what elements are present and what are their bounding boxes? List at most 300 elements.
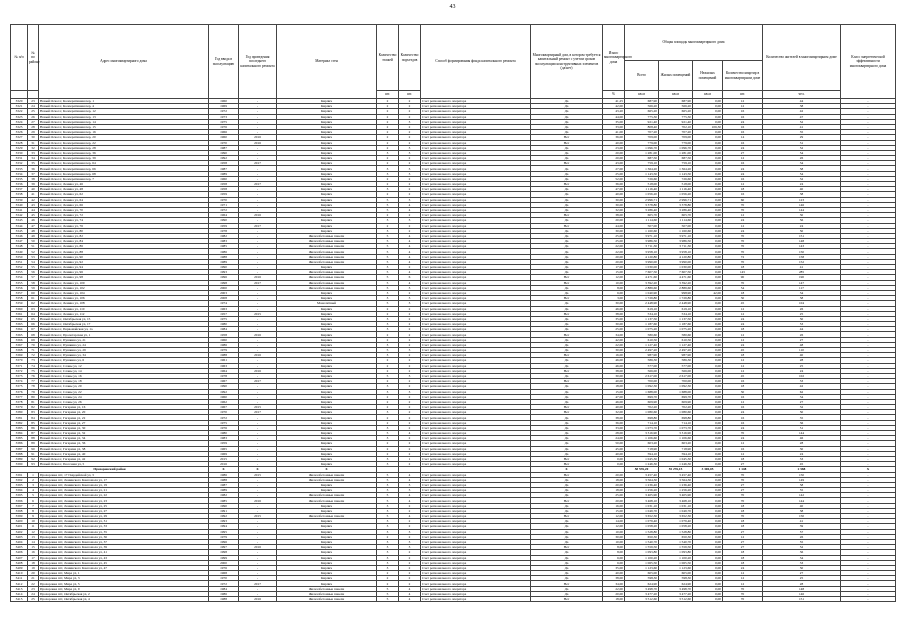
- cell-residents: 58: [763, 482, 841, 487]
- cell-floors: 2: [377, 99, 399, 104]
- cell-wear: 34,00: [603, 332, 625, 337]
- cell-address: Новый Оскол г, Ленина ул, 82: [39, 233, 209, 238]
- cell-year-built: 1989: [209, 259, 239, 264]
- cell-floors: 3: [377, 529, 399, 534]
- cell-no: 3340: [11, 202, 28, 207]
- cell-fund-method: Счет регионального оператора: [421, 156, 531, 161]
- cell-residents: 44: [763, 327, 841, 332]
- cell-year-built: 1989: [209, 488, 239, 493]
- cell-area-living: 702,20: [659, 405, 693, 410]
- cell-wear: 24,00: [603, 436, 625, 441]
- cell-exclusion: Да: [531, 358, 603, 363]
- cell-district-no: 43: [28, 202, 39, 207]
- cell-year-overhaul: -: [239, 187, 277, 192]
- cell-entrances: 3: [399, 389, 421, 394]
- cell-flats: 24: [723, 425, 763, 430]
- cell-exclusion: Нет: [531, 514, 603, 519]
- cell-no: 3335: [11, 176, 28, 181]
- cell-year-built: 1986: [209, 249, 239, 254]
- cell-walls: Железобетонные панели: [277, 270, 377, 275]
- cell-year-overhaul: -: [239, 462, 277, 467]
- cell-year-built: 1999: [209, 555, 239, 560]
- cell-no: 3378: [11, 399, 28, 404]
- cell-no: 3330: [11, 150, 28, 155]
- cell-residents: 50: [763, 316, 841, 321]
- cell-residents: 144: [763, 498, 841, 503]
- cell-entrances: 4: [399, 249, 421, 254]
- cell-address: Новый Оскол г, Ленина ул, 74: [39, 218, 209, 223]
- cell-fund-method: Счет регионального оператора: [421, 581, 531, 586]
- cell-walls: Кирпич: [277, 446, 377, 451]
- cell-entrances: 2: [399, 140, 421, 145]
- cell-entrances: 4: [399, 233, 421, 238]
- cell-floors: 2: [377, 368, 399, 373]
- cell-area-nonliving: 0,00: [693, 446, 723, 451]
- cell-year-built: 1986: [209, 342, 239, 347]
- cell-floors: 5: [377, 477, 399, 482]
- cell-area-nonliving: 0,00: [693, 119, 723, 124]
- cell-class: -: [841, 462, 896, 467]
- cell-entrances: 3: [399, 285, 421, 290]
- cell-year-overhaul: 2016: [239, 140, 277, 145]
- cell-no: 3336: [11, 182, 28, 187]
- cell-walls: Железобетонные панели: [277, 597, 377, 602]
- cell-entrances: 2: [399, 519, 421, 524]
- cell-address: Прохоровка пгт, Ленинского Комсомола ул, 29: [39, 514, 209, 519]
- cell-fund-method: Счет регионального оператора: [421, 342, 531, 347]
- cell-area-nonliving: 0,00: [693, 99, 723, 104]
- cell-class: -: [841, 508, 896, 513]
- cell-district-no: 14: [28, 539, 39, 544]
- cell-address: Новый Оскол г, Пушкина ул, 29: [39, 348, 209, 353]
- header-exclusion: Многоквартирный дом, в котором требуется капитальный ремонт с учетом сроков эксплуатации конструктивных элементов (да/нет): [531, 25, 603, 99]
- cell-residents: 146: [763, 202, 841, 207]
- cell-address: Прохоровка пгт, Ленинского Комсомола ул, 31: [39, 519, 209, 524]
- cell-fund-method: Счет регионального оператора: [421, 348, 531, 353]
- cell-fund-method: Счет регионального оператора: [421, 425, 531, 430]
- table-row: [11, 597, 896, 602]
- cell-wear: 12,00: [603, 514, 625, 519]
- cell-flats: 70: [723, 207, 763, 212]
- cell-fund-method: Счет регионального оператора: [421, 420, 531, 425]
- cell-year-overhaul: -: [239, 373, 277, 378]
- cell-floors: 5: [377, 244, 399, 249]
- cell-wear: 40,00: [603, 140, 625, 145]
- cell-area-living: 3 564,30: [659, 477, 693, 482]
- cell-area-living: 1 096,70: [659, 145, 693, 150]
- cell-district-no: 26: [28, 114, 39, 119]
- cell-floors: 3: [377, 550, 399, 555]
- cell-class: -: [841, 332, 896, 337]
- cell-exclusion: Да: [531, 207, 603, 212]
- cell-exclusion: Да: [531, 363, 603, 368]
- cell-area-nonliving: 0,00: [693, 555, 723, 560]
- cell-exclusion: Нет: [531, 296, 603, 301]
- cell-walls: Железобетонные панели: [277, 275, 377, 280]
- cell-year-overhaul: -: [239, 270, 277, 275]
- cell-flats: 24: [723, 228, 763, 233]
- cell-walls: Кирпич: [277, 405, 377, 410]
- cell-class: -: [841, 156, 896, 161]
- cell-district-no: 67: [28, 327, 39, 332]
- cell-exclusion: Нет: [531, 379, 603, 384]
- cell-class: -: [841, 124, 896, 129]
- cell-class: -: [841, 529, 896, 534]
- cell-walls: Кирпич: [277, 399, 377, 404]
- cell-area-nonliving: 0,00: [693, 176, 723, 181]
- cell-class: -: [841, 477, 896, 482]
- cell-area-living: 1 065,50: [659, 560, 693, 565]
- cell-entrances: 4: [399, 586, 421, 591]
- cell-class: -: [841, 472, 896, 477]
- cell-residents: 123: [763, 197, 841, 202]
- cell-area-total: 534,10: [625, 311, 659, 316]
- cell-no: 3404: [11, 539, 28, 544]
- cell-residents: 36: [763, 550, 841, 555]
- cell-year-built: 1959: [209, 192, 239, 197]
- cell-class: -: [841, 498, 896, 503]
- cell-class: -: [841, 399, 896, 404]
- cell-residents: 28: [763, 581, 841, 586]
- cell-area-nonliving: 0,00: [693, 135, 723, 140]
- cell-area-living: 3 477,20: [659, 591, 693, 596]
- cell-residents: 53: [763, 322, 841, 327]
- cell-residents: 144: [763, 431, 841, 436]
- cell-year-overhaul: -: [239, 254, 277, 259]
- cell-no: 3402: [11, 529, 28, 534]
- cell-floors: 2: [377, 363, 399, 368]
- cell-wear: 35,00: [603, 119, 625, 124]
- cell-wear: 40,00: [603, 451, 625, 456]
- cell-floors: 2: [377, 124, 399, 129]
- cell-floors: 2: [377, 581, 399, 586]
- cell-year-overhaul: -: [239, 124, 277, 129]
- cell-walls: Кирпич: [277, 488, 377, 493]
- cell-residents: 40: [763, 353, 841, 358]
- cell-fund-method: Счет регионального оператора: [421, 171, 531, 176]
- cell-area-total: 726,60: [625, 176, 659, 181]
- cell-year-built: 1960: [209, 99, 239, 104]
- cell-walls: Кирпич: [277, 99, 377, 104]
- cell-year-built: 1988: [209, 254, 239, 259]
- cell-year-overhaul: -: [239, 586, 277, 591]
- cell-no: 3399: [11, 514, 28, 519]
- cell-year-overhaul: -: [239, 493, 277, 498]
- cell-no: 3401: [11, 524, 28, 529]
- cell-area-living: 3 512,60: [659, 597, 693, 602]
- cell-year-built: 1990: [209, 503, 239, 508]
- cell-floors: 5: [377, 431, 399, 436]
- cell-area-nonliving: 106,30: [693, 124, 723, 129]
- cell-year-built: 1965: [209, 446, 239, 451]
- cell-flats: 27: [723, 462, 763, 467]
- cell-exclusion: Да: [531, 150, 603, 155]
- cell-fund-method: Счет регионального оператора: [421, 176, 531, 181]
- cell-area-nonliving: 0,00: [693, 379, 723, 384]
- cell-area-living: 507,00: [659, 223, 693, 228]
- cell-area-nonliving: 0,00: [693, 488, 723, 493]
- cell-area-total: 566,00: [625, 368, 659, 373]
- cell-address: Прохоровка пгт, Октябрьская ул, 2: [39, 591, 209, 596]
- cell-wear: 45,00: [603, 446, 625, 451]
- cell-year-built: 1975: [209, 119, 239, 124]
- cell-class: -: [841, 394, 896, 399]
- cell-residents: 148: [763, 586, 841, 591]
- cell-year-built: 1987: [209, 166, 239, 171]
- cell-fund-method: Счет регионального оператора: [421, 363, 531, 368]
- cell-entrances: 2: [399, 223, 421, 228]
- cell-walls: Железобетонные панели: [277, 472, 377, 477]
- cell-year-overhaul: -: [239, 156, 277, 161]
- cell-district-no: 16: [28, 550, 39, 555]
- cell-exclusion: Да: [531, 539, 603, 544]
- cell-exclusion: Да: [531, 348, 603, 353]
- cell-area-nonliving: 0,00: [693, 104, 723, 109]
- cell-area-total: 610,50: [625, 337, 659, 342]
- section-x: X: [277, 467, 377, 472]
- cell-no: 3367: [11, 342, 28, 347]
- cell-year-overhaul: 2017: [239, 280, 277, 285]
- cell-year-overhaul: -: [239, 456, 277, 461]
- cell-floors: 2: [377, 306, 399, 311]
- cell-district-no: 33: [28, 150, 39, 155]
- cell-no: 3364: [11, 327, 28, 332]
- cell-area-nonliving: 0,00: [693, 508, 723, 513]
- cell-floors: 5: [377, 202, 399, 207]
- cell-year-built: 1960: [209, 394, 239, 399]
- cell-entrances: 3: [399, 488, 421, 493]
- cell-residents: 42: [763, 384, 841, 389]
- cell-year-overhaul: -: [239, 550, 277, 555]
- cell-address: Прохоровка пгт, Ленинского Комсомола ул, 47: [39, 565, 209, 570]
- cell-area-total: 808,40: [625, 124, 659, 129]
- cell-area-living: 1 127,40: [659, 342, 693, 347]
- cell-class: -: [841, 410, 896, 415]
- cell-area-total: 1 106,60: [625, 436, 659, 441]
- cell-floors: 3: [377, 456, 399, 461]
- cell-residents: 151: [763, 597, 841, 602]
- cell-year-overhaul: -: [239, 114, 277, 119]
- cell-no: 3368: [11, 348, 28, 353]
- cell-flats: 70: [723, 259, 763, 264]
- cell-area-living: 3 990,00: [659, 259, 693, 264]
- cell-entrances: 4: [399, 498, 421, 503]
- cell-area-nonliving: 0,00: [693, 316, 723, 321]
- cell-area-nonliving: 0,00: [693, 239, 723, 244]
- cell-wear: 8,00: [603, 285, 625, 290]
- cell-flats: 70: [723, 233, 763, 238]
- cell-entrances: 3: [399, 197, 421, 202]
- cell-class: -: [841, 249, 896, 254]
- cell-area-total: 1 079,40: [625, 519, 659, 524]
- cell-residents: 54: [763, 150, 841, 155]
- cell-walls: Кирпич: [277, 353, 377, 358]
- cell-wear: 23,00: [603, 145, 625, 150]
- cell-year-overhaul: -: [239, 130, 277, 135]
- cell-district-no: 24: [28, 104, 39, 109]
- cell-area-living: 2 889,60: [659, 285, 693, 290]
- cell-residents: 150: [763, 514, 841, 519]
- cell-year-built: 1970: [209, 410, 239, 415]
- cell-class: -: [841, 182, 896, 187]
- cell-year-built: 1994: [209, 524, 239, 529]
- cell-district-no: 58: [28, 280, 39, 285]
- cell-area-living: 1 187,60: [659, 322, 693, 327]
- cell-residents: 144: [763, 207, 841, 212]
- cell-class: -: [841, 571, 896, 576]
- cell-district-no: 59: [28, 285, 39, 290]
- cell-wear: 15,00: [603, 389, 625, 394]
- cell-walls: Кирпич: [277, 415, 377, 420]
- cell-address: Новый Оскол г, Кооперативная пер, 7: [39, 176, 209, 181]
- cell-class: -: [841, 265, 896, 270]
- cell-fund-method: Счет регионального оператора: [421, 218, 531, 223]
- cell-no: 3397: [11, 503, 28, 508]
- cell-no: 3323: [11, 114, 28, 119]
- cell-district-no: 21: [28, 576, 39, 581]
- cell-no: 3408: [11, 560, 28, 565]
- cell-area-living: 598,30: [659, 576, 693, 581]
- cell-entrances: 2: [399, 446, 421, 451]
- cell-class: -: [841, 363, 896, 368]
- cell-address: Новый Оскол г, Кооперативная пер, 66: [39, 166, 209, 171]
- page-number: 43: [449, 4, 456, 10]
- cell-residents: 48: [763, 342, 841, 347]
- cell-area-nonliving: 0,00: [693, 249, 723, 254]
- cell-flats: 24: [723, 342, 763, 347]
- cell-area-nonliving: 0,00: [693, 332, 723, 337]
- cell-no: 3406: [11, 550, 28, 555]
- cell-floors: 2: [377, 534, 399, 539]
- cell-no: 3345: [11, 228, 28, 233]
- cell-class: -: [841, 389, 896, 394]
- cell-walls: Кирпич: [277, 327, 377, 332]
- cell-entrances: 3: [399, 301, 421, 306]
- cell-fund-method: Счет регионального оператора: [421, 534, 531, 539]
- cell-walls: Железобетонные панели: [277, 591, 377, 596]
- cell-fund-method: Счет регионального оператора: [421, 358, 531, 363]
- cell-wear: 25,00: [603, 327, 625, 332]
- cell-year-built: 1996: [209, 275, 239, 280]
- cell-fund-method: Счет регионального оператора: [421, 539, 531, 544]
- cell-no: 3381: [11, 415, 28, 420]
- cell-area-living: 687,50: [659, 156, 693, 161]
- cell-year-overhaul: -: [239, 207, 277, 212]
- cell-year-overhaul: -: [239, 348, 277, 353]
- cell-entrances: 4: [399, 259, 421, 264]
- cell-area-total: 2 448,90: [625, 301, 659, 306]
- cell-area-nonliving: 0,00: [693, 503, 723, 508]
- cell-floors: 5: [377, 472, 399, 477]
- cell-walls: Железобетонные панели: [277, 280, 377, 285]
- cell-area-living: 603,20: [659, 441, 693, 446]
- cell-area-nonliving: 0,00: [693, 285, 723, 290]
- cell-exclusion: Да: [531, 550, 603, 555]
- cell-area-total: 1 187,60: [625, 322, 659, 327]
- cell-area-total: 4 120,80: [625, 254, 659, 259]
- cell-district-no: 25: [28, 109, 39, 114]
- cell-flats: 24: [723, 171, 763, 176]
- cell-district-no: 70: [28, 342, 39, 347]
- cell-wear: 38,00: [603, 576, 625, 581]
- cell-entrances: 2: [399, 368, 421, 373]
- cell-residents: 28: [763, 441, 841, 446]
- cell-fund-method: Счет регионального оператора: [421, 462, 531, 467]
- cell-district-no: 12: [28, 529, 39, 534]
- table-body-novy-oskol: [11, 99, 896, 467]
- cell-floors: 3: [377, 565, 399, 570]
- section-total-area: 58 576,20: [625, 467, 659, 472]
- cell-no: 3361: [11, 311, 28, 316]
- cell-area-total: 2 996,71: [625, 197, 659, 202]
- cell-class: -: [841, 550, 896, 555]
- cell-class: -: [841, 358, 896, 363]
- cell-wear: 30,00: [603, 322, 625, 327]
- cell-flats: 12: [723, 399, 763, 404]
- cell-no: 3362: [11, 316, 28, 321]
- cell-area-total: 775,30: [625, 114, 659, 119]
- cell-no: 3373: [11, 373, 28, 378]
- cell-address: Новый Оскол г, Гагарина ул, 32: [39, 431, 209, 436]
- cell-walls: Кирпич: [277, 384, 377, 389]
- cell-area-living: 580,60: [659, 332, 693, 337]
- cell-year-built: 1963: [209, 363, 239, 368]
- cell-residents: 51: [763, 425, 841, 430]
- cell-address: Новый Оскол г, Кооперативная пер, 14: [39, 119, 209, 124]
- cell-class: -: [841, 135, 896, 140]
- cell-exclusion: Нет: [531, 140, 603, 145]
- cell-flats: 12: [723, 571, 763, 576]
- cell-class: -: [841, 104, 896, 109]
- cell-walls: Кирпич: [277, 503, 377, 508]
- cell-district-no: 20: [28, 571, 39, 576]
- cell-exclusion: Да: [531, 482, 603, 487]
- cell-residents: 34: [763, 290, 841, 295]
- cell-walls: Кирпич: [277, 534, 377, 539]
- cell-year-overhaul: -: [239, 394, 277, 399]
- cell-entrances: 6: [399, 275, 421, 280]
- cell-fund-method: Счет регионального оператора: [421, 213, 531, 218]
- cell-class: -: [841, 482, 896, 487]
- cell-address: Новый Оскол г, Гагарина ул, 40: [39, 451, 209, 456]
- cell-exclusion: Да: [531, 503, 603, 508]
- cell-wear: 0,00: [603, 456, 625, 461]
- cell-class: -: [841, 207, 896, 212]
- cell-wear: 42,00: [603, 104, 625, 109]
- cell-no: 3333: [11, 166, 28, 171]
- cell-class: -: [841, 581, 896, 586]
- cell-fund-method: Счет регионального оператора: [421, 441, 531, 446]
- cell-address: Новый Оскол г, Ленина ул, 92: [39, 259, 209, 264]
- cell-class: -: [841, 197, 896, 202]
- cell-no: 3325: [11, 124, 28, 129]
- cell-residents: 38: [763, 508, 841, 513]
- cell-flats: 70: [723, 498, 763, 503]
- cell-district-no: 34: [28, 156, 39, 161]
- cell-address: Новый Оскол г, Пушкина ул, 21: [39, 337, 209, 342]
- cell-no: 3355: [11, 280, 28, 285]
- cell-entrances: 3: [399, 296, 421, 301]
- cell-address: Прохоровка пгт, Ленинского Комсомола ул, 25: [39, 503, 209, 508]
- cell-entrances: 2: [399, 565, 421, 570]
- cell-exclusion: Да: [531, 306, 603, 311]
- cell-floors: 2: [377, 311, 399, 316]
- cell-no: 3410: [11, 571, 28, 576]
- cell-no: 3390: [11, 462, 28, 467]
- cell-wear: 43,00: [603, 161, 625, 166]
- cell-wear: 30,00: [603, 373, 625, 378]
- cell-flats: 24: [723, 322, 763, 327]
